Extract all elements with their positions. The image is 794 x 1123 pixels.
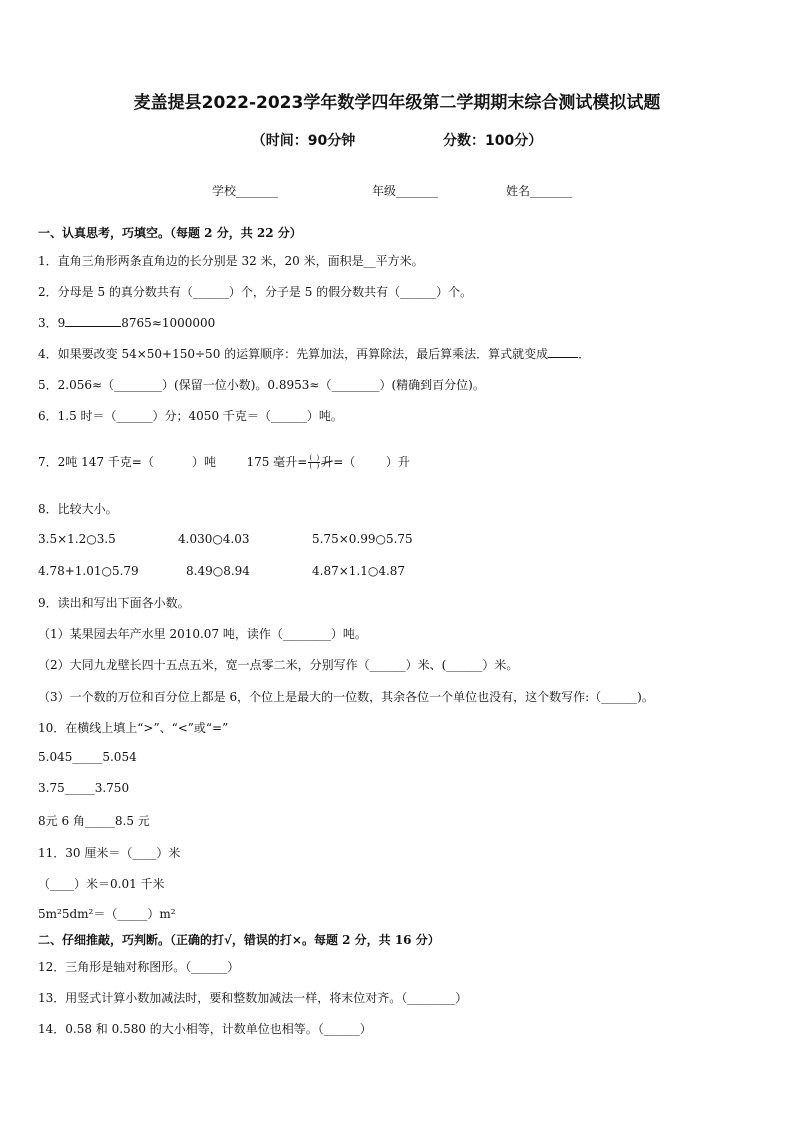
question-4-text: 4．如果要改变 54×50+150÷50 的运算顺序：先算加法，再算除法，最后算乘法．算式就变成 <box>38 347 549 361</box>
question-5: 5．2.056≈（________）(保留一位小数)。0.8953≈（________）(精确到百分位)。 <box>38 378 485 392</box>
question-9-part-2: （2）大同九龙壁长四十五点五米，宽一点零二米，分别写作（______）米、(______）米。 <box>38 658 519 672</box>
compare-item: 3.5×1.2○3.5 <box>38 532 116 546</box>
compare-item: 4.78+1.01○5.79 <box>38 564 139 578</box>
question-14: 14．0.58 和 0.580 的大小相等，计数单位也相等。（______） <box>38 1022 372 1036</box>
compare-item: 4.030○4.03 <box>178 532 250 546</box>
question-9-heading: 9．读出和写出下面各小数。 <box>38 596 190 610</box>
compare-item: 8.49○8.94 <box>186 564 250 578</box>
section-1-heading: 一、认真思考，巧填空。（每题 2 分，共 22 分） <box>38 226 302 240</box>
question-10-b: 3.75_____3.750 <box>38 781 130 795</box>
school-field[interactable]: 学校_______ <box>212 184 279 198</box>
question-1: 1．直角三角形两条直角边的长分别是 32 米，20 米，面积是__平方米。 <box>38 254 424 268</box>
question-7-part2: 175 毫升= <box>246 455 308 469</box>
fraction-denominator: ( ) <box>309 462 320 470</box>
question-7-struck-unit: 升 <box>321 455 334 469</box>
question-7-part4: =（ ）升 <box>333 455 410 469</box>
question-2: 2．分母是 5 的真分数共有（______）个，分子是 5 的假分数共有（______）个。 <box>38 285 473 299</box>
name-field[interactable]: 姓名_______ <box>506 184 573 198</box>
question-10-heading: 10．在横线上填上“>”、“<”或“=” <box>38 721 229 735</box>
question-3 <box>38 314 215 331</box>
question-7-fraction <box>308 455 320 470</box>
grade-field[interactable]: 年级_______ <box>372 184 439 198</box>
question-4-end: ． <box>578 347 591 361</box>
question-6: 6．1.5 时＝（______）分；4050 千克＝（______）吨。 <box>38 409 343 423</box>
question-9-part-1: （1）某果园去年产水里 2010.07 吨，读作（________）吨。 <box>38 627 367 641</box>
section-2-heading: 二、仔细推敲，巧判断。（正确的打√，错误的打×。每题 2 分，共 16 分） <box>38 933 440 947</box>
question-13: 13．用竖式计算小数加减法时，要和整数加减法一样，将末位对齐。（________） <box>38 991 468 1005</box>
question-7-part1: 7．2吨 147 千克=（ ）吨 <box>38 455 217 469</box>
compare-item: 5.75×0.99○5.75 <box>312 532 413 546</box>
exam-time-score: （时间：90分钟 分数：100分） <box>251 133 543 149</box>
question-10-a: 5.045_____5.054 <box>38 750 137 764</box>
fraction-numerator: ( ) <box>309 454 320 462</box>
question-11-a: 11．30 厘米＝（____）米 <box>38 846 181 860</box>
question-3-prefix: 3．9 <box>38 316 66 330</box>
question-12: 12．三角形是轴对称图形。（______） <box>38 960 240 974</box>
question-10-c: 8元 6 角_____8.5 元 <box>38 814 150 828</box>
compare-item: 4.87×1.1○4.87 <box>312 564 406 578</box>
question-3-suffix: 8765≈1000000 <box>121 316 216 330</box>
page-title: 麦盖提县2022-2023学年数学四年级第二学期期末综合测试模拟试题 <box>133 93 661 113</box>
question-4-blank[interactable] <box>548 345 578 358</box>
question-3-blank[interactable] <box>65 314 121 327</box>
question-9-part-3: （3）一个数的万位和百分位上都是 6，个位上是最大的一位数，其余各位一个单位也没有，这个数写作:（______)。 <box>38 690 654 704</box>
question-11-b: （____）米＝0.01 千米 <box>38 877 165 891</box>
question-11-c: 5m²5dm²＝（_____）m² <box>38 907 176 921</box>
question-4 <box>38 345 590 362</box>
question-8-heading: 8．比较大小。 <box>38 502 118 516</box>
question-7 <box>38 453 410 470</box>
